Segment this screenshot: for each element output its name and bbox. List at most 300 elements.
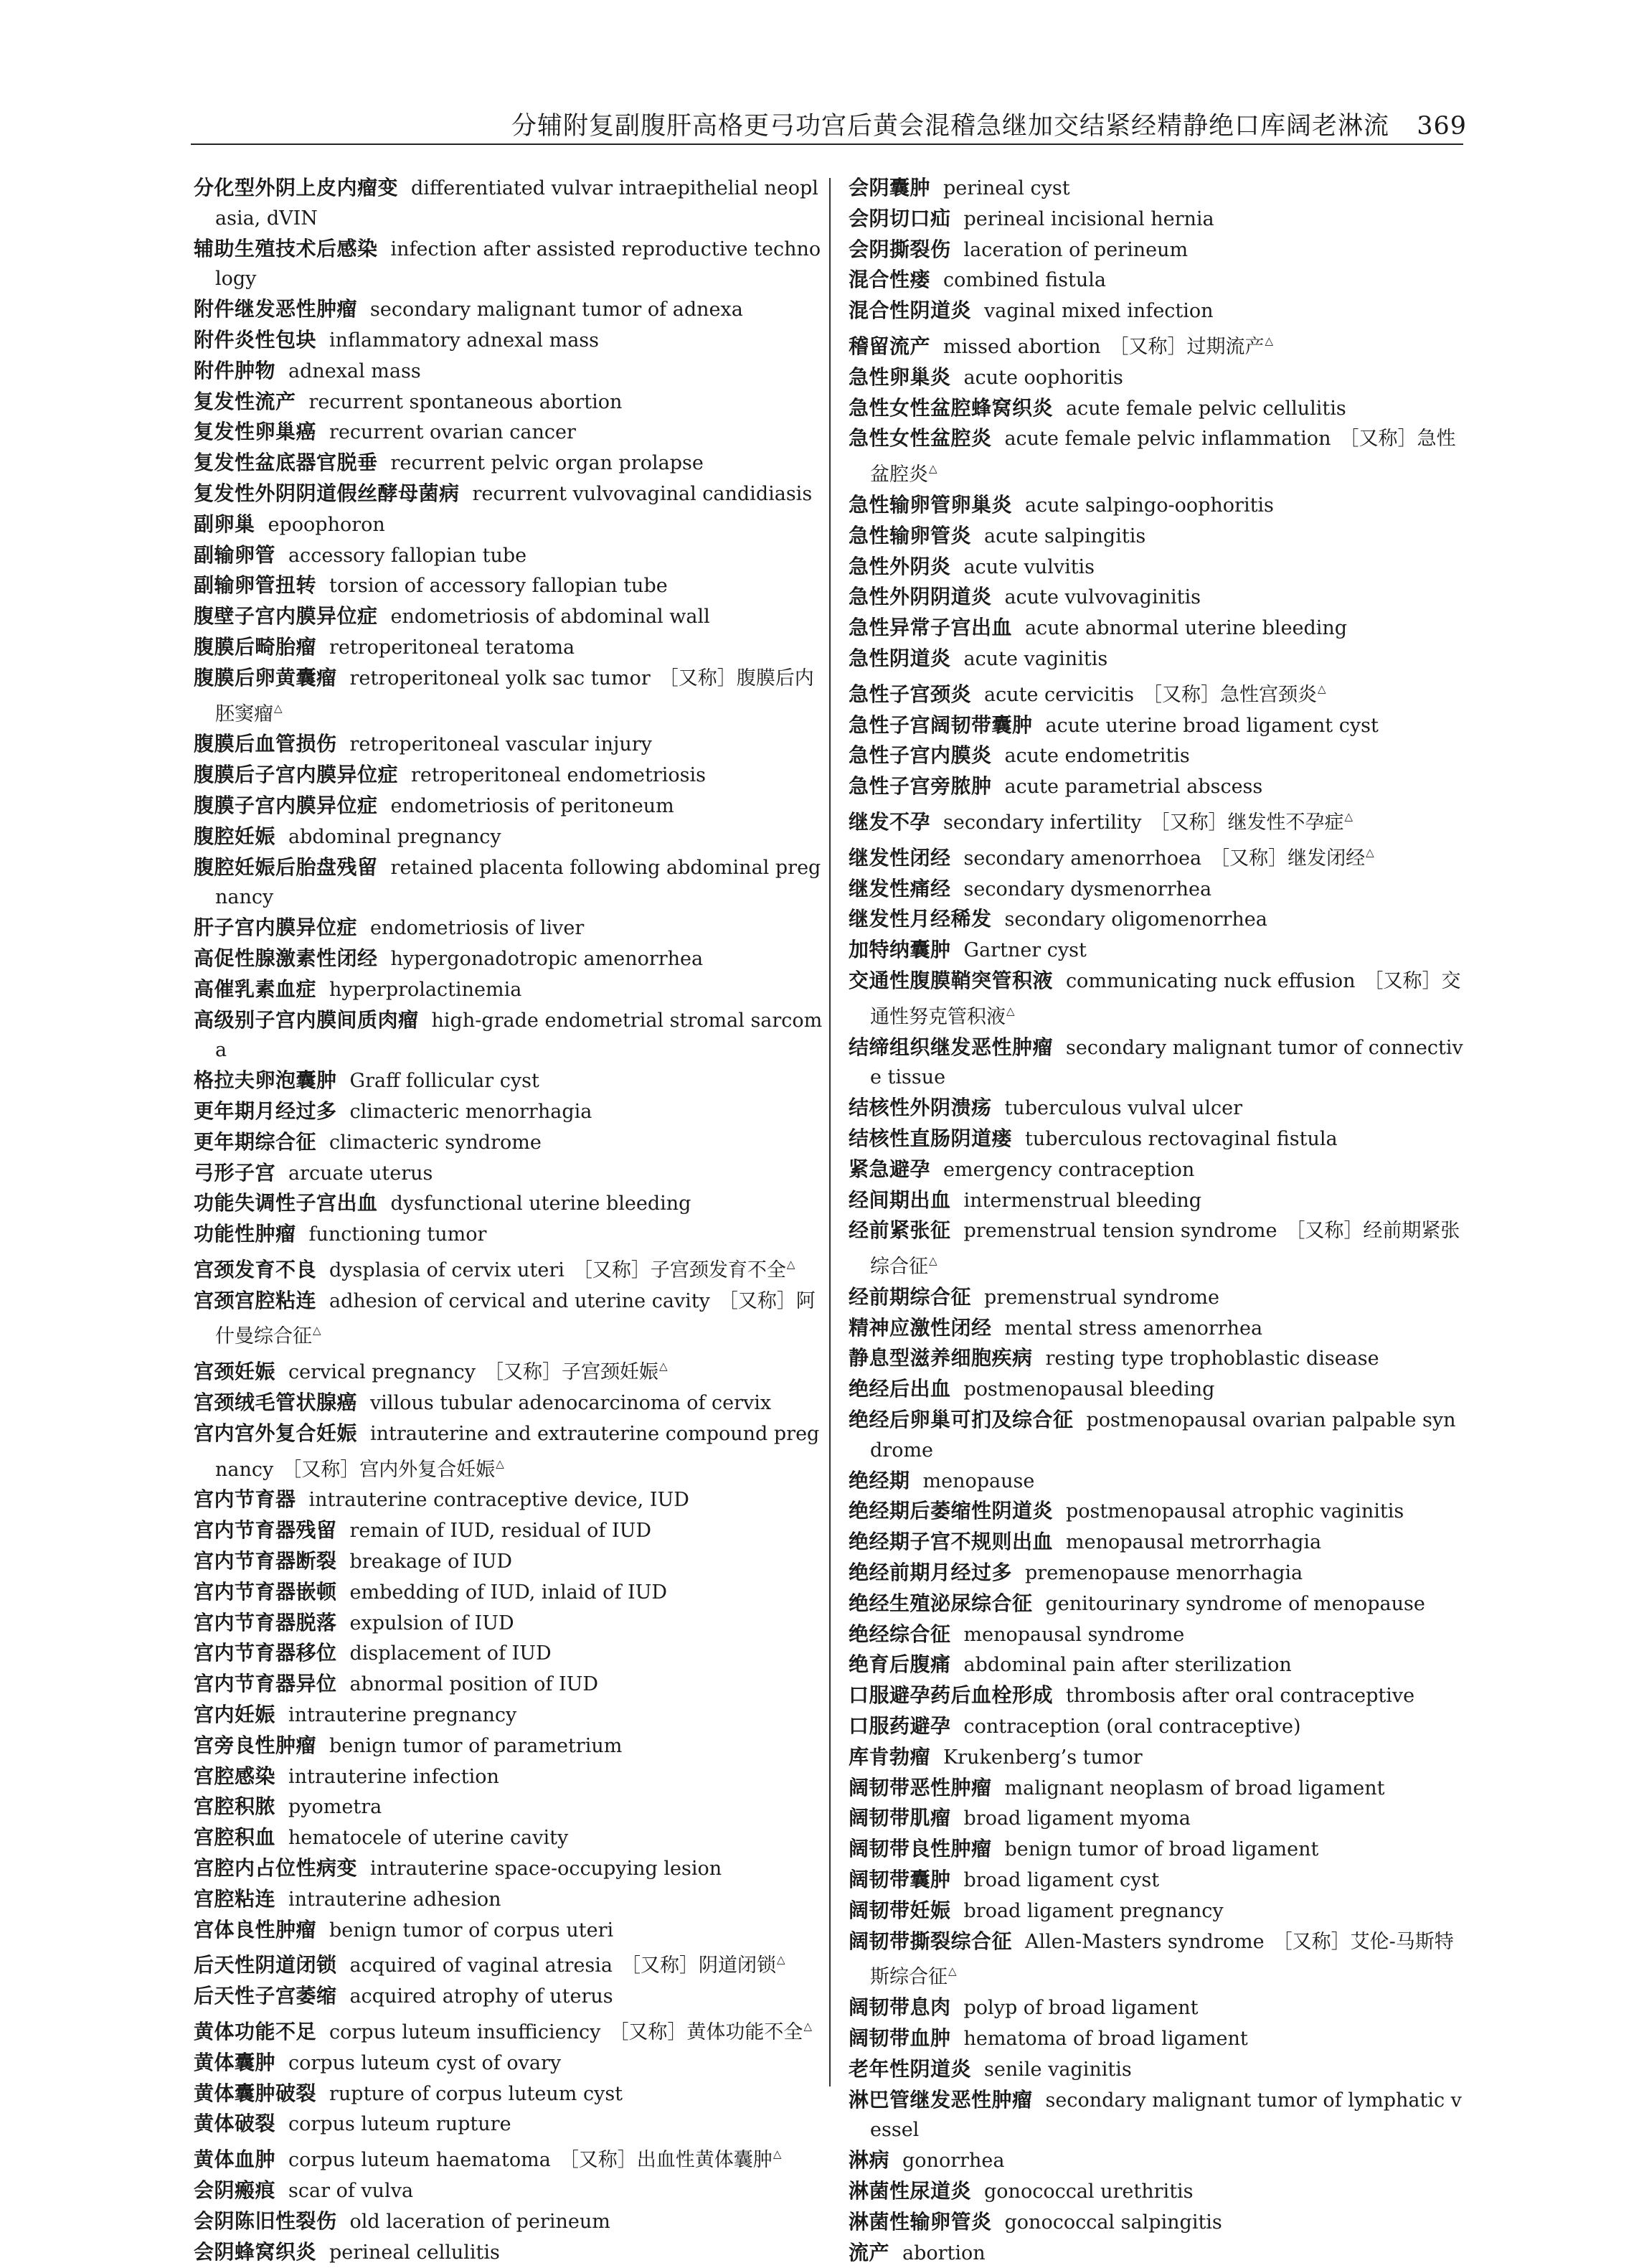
term-chinese: 急性卵巢炎 [849,364,951,389]
term-synonym: ［又称］子宫颈妊娠 △ [484,1361,668,1383]
term-english: perineal cellulitis [329,2241,500,2264]
glossary-entry [194,1761,825,1792]
term-chinese: 腹膜后子宫内膜异位症 [194,763,399,787]
glossary-entry [194,1250,825,1286]
term-english: secondary amenorrhoea [963,847,1202,870]
glossary-entry [194,1822,825,1853]
term-chinese: 宫颈宫腔粘连 [194,1288,317,1312]
term-english: combined fistula [943,269,1106,292]
term-chinese: 腹膜子宫内膜异位症 [194,793,378,817]
glossary-entry [849,1032,1465,1093]
term-english: climacteric syndrome [329,1131,542,1154]
glossary-entry [194,1638,825,1669]
glossary-entry [849,1558,1465,1589]
term-english: recurrent pelvic organ prolapse [390,452,704,475]
term-chinese: 继发性闭经 [849,845,951,870]
term-chinese: 急性阴道炎 [849,646,951,670]
glossary-entry [194,944,825,974]
term-synonym: ［又称］过期流产 △ [1109,336,1273,358]
glossary-entry [194,1096,825,1127]
term-english: retroperitoneal endometriosis [411,764,706,787]
glossary-entry [194,1945,825,1981]
glossary-entry [194,356,825,387]
term-chinese: 紧急避孕 [849,1157,931,1181]
glossary-entry [849,613,1465,644]
term-english: contraception (oral contraceptive) [963,1716,1301,1738]
term-chinese: 附件继发恶性肿瘤 [194,297,358,321]
term-english: endometriosis of liver [370,917,585,940]
term-english: rupture of corpus luteum cyst [329,2082,623,2105]
term-english: broad ligament myoma [963,1807,1191,1830]
term-english: differentiated vulvar intraepithelial neoplasia, dVIN [215,177,818,230]
term-synonym: ［又称］继发闭经 △ [1210,847,1374,870]
term-english: torsion of accessory fallopian tube [329,575,668,598]
term-chinese: 绝经生殖泌尿综合征 [849,1591,1033,1615]
header-rule [191,143,1463,145]
term-english: accessory fallopian tube [288,544,527,567]
term-english: pyometra [288,1796,382,1819]
term-english: postmenopausal ovarian palpable syndrome [870,1409,1456,1462]
term-chinese: 继发性月经稀发 [849,907,992,931]
term-english: abortion [902,2241,986,2264]
term-english: laceration of perineum [963,238,1189,261]
glossary-entry [849,1650,1465,1680]
term-chinese: 继发性痛经 [849,876,951,900]
term-english: climacteric menorrhagia [349,1100,592,1123]
term-english: perineal cyst [943,177,1070,199]
term-english: remain of IUD, residual of IUD [349,1520,652,1543]
glossary-entry [194,1065,825,1096]
term-chinese: 继发不孕 [849,809,931,834]
glossary-entry [849,771,1465,802]
term-chinese: 副卵巢 [194,512,255,536]
term-chinese: 经前期综合征 [849,1284,972,1309]
term-english: menopausal syndrome [963,1623,1185,1646]
term-english: emergency contraception [943,1158,1195,1181]
term-english: acute vulvitis [963,555,1095,578]
term-chinese: 宫颈妊娠 [194,1360,276,1384]
term-chinese: 绝经期子宫不规则出血 [849,1530,1054,1554]
term-chinese: 宫内节育器嵌顿 [194,1579,337,1604]
term-english: intrauterine contraceptive device, IUD [308,1489,689,1512]
glossary-entry [194,1158,825,1189]
term-chinese: 宫腔粘连 [194,1886,276,1911]
term-chinese: 肝子宫内膜异位症 [194,916,358,940]
term-english: intrauterine pregnancy [288,1704,517,1727]
glossary-entry [849,362,1465,393]
glossary-entry [849,1124,1465,1154]
term-chinese: 腹膜后畸胎瘤 [194,634,317,659]
term-english: vaginal mixed infection [984,300,1214,323]
term-english: adhesion of cervical and uterine cavity [329,1289,710,1312]
term-english: premenstrual syndrome [984,1286,1219,1309]
left-column [194,173,825,2267]
glossary-entry [849,393,1465,424]
term-chinese: 阔韧带恶性肿瘤 [849,1775,992,1799]
term-english: functioning tumor [308,1223,487,1246]
term-chinese: 绝经后出血 [849,1377,951,1401]
term-chinese: 淋巴管继发恶性肿瘤 [849,2087,1033,2112]
glossary-entry [849,1154,1465,1185]
term-english: premenstrual tension syndrome [963,1220,1277,1243]
term-chinese: 黄体功能不足 [194,2020,317,2044]
glossary-entry [849,1374,1465,1405]
term-chinese: 绝经前期月经过多 [849,1561,1013,1585]
term-english: intrauterine adhesion [288,1888,501,1911]
term-english: postmenopausal bleeding [963,1378,1215,1401]
term-synonym: ［又称］继发性不孕症 △ [1151,811,1354,834]
glossary-entry [849,838,1465,874]
term-english: dysplasia of cervix uteri [329,1258,564,1281]
term-chinese: 高催乳素血症 [194,977,317,1001]
glossary-entry [849,2145,1465,2176]
glossary-entry [849,1865,1465,1896]
term-english: polyp of broad ligament [963,1997,1199,2020]
term-english: old laceration of perineum [349,2210,610,2233]
glossary-entry [849,2207,1465,2238]
term-english: intermenstrual bleeding [963,1189,1202,1212]
term-chinese: 宫内宫外复合妊娠 [194,1421,358,1445]
glossary-entry [194,479,825,509]
term-english: broad ligament pregnancy [963,1899,1224,1922]
glossary-entry [194,540,825,571]
term-english: acquired of vaginal atresia [349,1954,613,1977]
term-synonym: ［又称］交通性努克管积液 △ [870,970,1461,1028]
term-english: malignant neoplasm of broad ligament [1004,1777,1385,1799]
glossary-entry [194,760,825,791]
term-chinese: 阔韧带妊娠 [849,1898,951,1922]
term-english: mental stress amenorrhea [1004,1317,1263,1340]
term-chinese: 宫内节育器断裂 [194,1549,337,1573]
term-chinese: 宫内节育器 [194,1487,296,1512]
glossary-entry [194,1700,825,1731]
term-chinese: 静息型滋养细胞疾病 [849,1346,1033,1370]
glossary-entry [849,904,1465,935]
term-chinese: 淋病 [849,2148,890,2173]
term-english: embedding of IUD, inlaid of IUD [349,1581,668,1604]
term-english: benign tumor of broad ligament [1004,1838,1319,1861]
term-english: corpus luteum rupture [288,2113,511,2136]
term-english: Graff follicular cyst [349,1070,539,1093]
glossary-entry [194,1981,825,2012]
term-chinese: 会阴撕裂伤 [849,237,951,261]
glossary-entry [194,1915,825,1946]
term-english: recurrent ovarian cancer [329,421,576,444]
term-english: Krukenberg’s tumor [943,1746,1143,1769]
glossary-entry [194,1792,825,1822]
glossary-entry [849,644,1465,674]
term-english: gonococcal salpingitis [1004,2211,1222,2234]
glossary-entry [849,710,1465,741]
glossary-entry [194,822,825,852]
term-chinese: 黄体囊肿破裂 [194,2081,317,2105]
term-chinese: 宫内妊娠 [194,1703,276,1727]
term-chinese: 急性子宫旁脓肿 [849,774,992,799]
glossary-entry [849,740,1465,771]
glossary-entry [849,1185,1465,1216]
term-chinese: 绝经后卵巢可扪及综合征 [849,1408,1074,1432]
glossary-entry [194,2079,825,2109]
term-chinese: 高级别子宫内膜间质肉瘤 [194,1007,419,1032]
term-english: acute uterine broad ligament cyst [1045,714,1379,737]
term-english: broad ligament cyst [963,1869,1160,1892]
glossary-entry [194,1608,825,1639]
glossary-entry [194,294,825,325]
term-chinese: 急性子宫颈炎 [849,682,972,706]
glossary-entry [849,1215,1465,1282]
term-english: abnormal position of IUD [349,1673,599,1696]
term-chinese: 急性外阴阴道炎 [849,585,992,609]
glossary-entry [194,1286,825,1352]
glossary-entry [194,1484,825,1515]
term-english: acquired atrophy of uterus [349,1985,613,2008]
right-column [849,173,1465,2268]
term-english: gonorrhea [902,2150,1005,2173]
term-chinese: 腹腔妊娠 [194,824,276,848]
term-synonym: ［又称］艾伦-马斯特斯综合征 △ [870,1931,1454,1989]
term-chinese: 宫腔积脓 [194,1794,276,1819]
term-english: expulsion of IUD [349,1611,514,1634]
term-english: resting type trophoblastic disease [1045,1347,1379,1370]
term-english: thrombosis after oral contraceptive [1066,1685,1415,1708]
term-english: menopausal metrorrhagia [1066,1531,1322,1554]
glossary-entry [194,2175,825,2206]
term-chinese: 辅助生殖技术后感染 [194,236,378,260]
term-english: acute salpingo-oophoritis [1025,494,1274,517]
term-chinese: 阔韧带血肿 [849,2026,951,2051]
term-chinese: 复发性流产 [194,389,296,413]
term-chinese: 经前紧张征 [849,1218,951,1243]
term-english: secondary infertility [943,811,1142,834]
glossary-entry [194,2206,825,2237]
glossary-entry [194,852,825,913]
glossary-entry [194,791,825,822]
term-chinese: 经间期出血 [849,1187,951,1212]
glossary-entry [194,234,825,295]
glossary-entry [849,1803,1465,1834]
glossary-entry [849,1093,1465,1124]
glossary-entry [194,663,825,730]
term-chinese: 混合性瘘 [849,268,931,292]
term-chinese: 功能失调性子宫出血 [194,1191,378,1215]
glossary-entry [194,2140,825,2175]
glossary-entry [849,1313,1465,1344]
term-english: acute salpingitis [984,524,1146,547]
glossary-entry [194,1418,825,1485]
glossary-entry [849,204,1465,235]
term-chinese: 加特纳囊肿 [849,938,951,962]
term-chinese: 急性子宫内膜炎 [849,743,992,768]
term-english: displacement of IUD [349,1642,552,1665]
term-english: intrauterine infection [288,1765,499,1788]
term-chinese: 复发性外阴阴道假丝酵母菌病 [194,481,460,505]
header-title: 分辅附复副腹肝高格更弓功宫后黄会混稽急继加交结紧经精静绝口库阔老淋流 [511,112,1390,141]
glossary-entry [849,1405,1465,1466]
term-synonym: ［又称］阴道闭锁 △ [621,1954,785,1977]
term-chinese: 弓形子宫 [194,1160,276,1185]
glossary-entry [849,674,1465,710]
term-english: secondary oligomenorrhea [1004,908,1267,931]
term-chinese: 黄体血肿 [194,2147,276,2172]
glossary-entry [194,448,825,479]
term-english: villous tubular adenocarcinoma of cervix [370,1392,772,1415]
term-chinese: 复发性盆底器官脱垂 [194,451,378,475]
term-chinese: 老年性阴道炎 [849,2056,972,2081]
term-english: corpus luteum haematoma [288,2149,551,2172]
term-english: menopause [922,1469,1035,1492]
term-chinese: 附件肿物 [194,358,276,382]
term-chinese: 后天性子宫萎缩 [194,1984,337,2008]
term-english: acute female pelvic cellulitis [1066,397,1346,420]
term-english: benign tumor of parametrium [329,1734,623,1757]
term-chinese: 急性外阴炎 [849,554,951,578]
term-english: acute cervicitis [984,683,1135,706]
term-english: dysfunctional uterine bleeding [390,1192,691,1215]
term-english: acute endometritis [1004,745,1190,768]
term-chinese: 稽留流产 [849,334,931,358]
term-english: infection after assisted reproductive technology [215,237,821,291]
term-chinese: 分化型外阴上皮内瘤变 [194,176,399,199]
glossary-entry [849,2238,1465,2268]
term-chinese: 急性输卵管炎 [849,523,972,547]
term-chinese: 高促性腺激素性闭经 [194,946,378,970]
glossary-entry [194,570,825,601]
glossary-entry [849,1466,1465,1497]
glossary-entry [849,1992,1465,2023]
term-english: hematoma of broad ligament [963,2028,1248,2051]
term-chinese: 腹壁子宫内膜异位症 [194,604,378,629]
term-chinese: 更年期月经过多 [194,1098,337,1123]
term-chinese: 附件炎性包块 [194,327,317,352]
glossary-entry [849,423,1465,490]
term-chinese: 急性子宫阔韧带囊肿 [849,712,1033,737]
term-chinese: 阔韧带良性肿瘤 [849,1837,992,1861]
term-english: premenopause menorrhagia [1025,1562,1303,1585]
term-english: intrauterine space-occupying lesion [370,1858,722,1881]
glossary-entry [849,966,1465,1032]
glossary-entry [194,1884,825,1915]
term-english: acute vaginitis [963,647,1108,670]
term-english: acute abnormal uterine bleeding [1025,617,1348,640]
glossary-entry [194,417,825,448]
term-synonym: ［又称］腹膜后内胚窦瘤 △ [215,667,814,725]
term-chinese: 阔韧带撕裂综合征 [849,1929,1013,1953]
glossary-entry [194,729,825,760]
term-chinese: 淋菌性输卵管炎 [849,2209,992,2234]
term-english: postmenopausal atrophic vaginitis [1066,1500,1404,1523]
term-english: abdominal pain after sterilization [963,1654,1292,1677]
term-chinese: 阔韧带息肉 [849,1995,951,2020]
term-chinese: 会阴瘢痕 [194,2178,276,2202]
term-chinese: 精神应激性闭经 [849,1315,992,1340]
glossary-entry [194,1546,825,1577]
term-chinese: 宫腔感染 [194,1764,276,1788]
term-chinese: 副输卵管扭转 [194,573,317,598]
glossary-entry [194,2048,825,2079]
term-english: secondary malignant tumor of lymphatic vessel [870,2089,1462,2142]
glossary-entry [849,2023,1465,2054]
term-chinese: 淋菌性尿道炎 [849,2179,972,2203]
term-chinese: 阔韧带肌瘤 [849,1806,951,1830]
term-synonym: ［又称］出血性黄体囊肿 △ [559,2149,782,2171]
term-chinese: 急性女性盆腔蜂窝织炎 [849,395,1054,420]
term-synonym: ［又称］子宫颈发育不全 △ [573,1259,795,1281]
term-synonym: ［又称］急性宫颈炎 △ [1143,684,1326,706]
term-english: intrauterine and extrauterine compound pregnancy [215,1422,820,1481]
glossary-entry [194,632,825,663]
term-english: high-grade endometrial stromal sarcoma [215,1009,823,1062]
term-chinese: 绝经期后萎缩性阴道炎 [849,1499,1054,1523]
term-english: recurrent vulvovaginal candidiasis [472,482,813,505]
glossary-entry [849,265,1465,296]
glossary-entry [849,1589,1465,1619]
glossary-entry [849,1773,1465,1804]
term-chinese: 宫内节育器异位 [194,1672,337,1696]
term-chinese: 黄体破裂 [194,2112,276,2136]
term-english: acute vulvovaginitis [1004,586,1201,609]
glossary-entry [849,935,1465,966]
term-english: tuberculous vulval ulcer [1004,1097,1243,1120]
glossary-entry [849,1619,1465,1650]
term-chinese: 绝经期 [849,1468,910,1492]
glossary-entry [849,1896,1465,1926]
term-chinese: 副输卵管 [194,542,276,567]
glossary-entry [194,1731,825,1761]
glossary-entry [849,1742,1465,1773]
term-chinese: 口服药避孕 [849,1714,951,1738]
glossary-entry [849,582,1465,613]
term-english: corpus luteum insufficiency [329,2021,601,2044]
glossary-entry [849,1926,1465,1993]
column-divider [829,178,831,2086]
term-english: corpus luteum cyst of ovary [288,2051,562,2074]
glossary-entry [849,2085,1465,2146]
term-english: retroperitoneal vascular injury [349,733,652,756]
term-english: scar of vulva [288,2180,414,2202]
term-english: adnexal mass [288,359,421,382]
term-chinese: 会阴陈旧性裂伤 [194,2208,337,2233]
term-english: acute oophoritis [963,366,1123,389]
glossary-entry [194,1005,825,1066]
term-english: genitourinary syndrome of menopause [1045,1592,1425,1615]
term-synonym: ［又称］宫内外复合妊娠 △ [282,1459,504,1481]
term-synonym: ［又称］急性盆腔炎 △ [870,428,1455,486]
term-chinese: 结核性外阴溃疡 [849,1096,992,1120]
running-header [511,106,1467,142]
glossary-entry [194,2237,825,2268]
glossary-entry [194,1188,825,1219]
term-chinese: 绝育后腹痛 [849,1652,951,1677]
term-english: breakage of IUD [349,1551,512,1573]
term-english: hypergonadotropic amenorrhea [390,947,704,970]
term-chinese: 流产 [849,2240,890,2264]
term-chinese: 阔韧带囊肿 [849,1868,951,1892]
glossary-entry [194,1669,825,1700]
glossary-entry [849,490,1465,521]
term-chinese: 会阴切口疝 [849,206,951,230]
term-chinese: 格拉夫卵泡囊肿 [194,1068,337,1093]
glossary-entry [849,2054,1465,2085]
glossary-entry [194,2012,825,2048]
term-chinese: 口服避孕药后血栓形成 [849,1683,1054,1708]
term-english: gonococcal urethritis [984,2180,1194,2203]
term-chinese: 腹膜后血管损伤 [194,732,337,756]
term-english: recurrent spontaneous abortion [308,390,623,413]
term-english: abdominal pregnancy [288,825,501,848]
term-english: tuberculous rectovaginal fistula [1025,1127,1338,1150]
term-chinese: 更年期综合征 [194,1129,317,1154]
term-synonym: ［又称］经前期紧张综合征 △ [870,1220,1460,1278]
